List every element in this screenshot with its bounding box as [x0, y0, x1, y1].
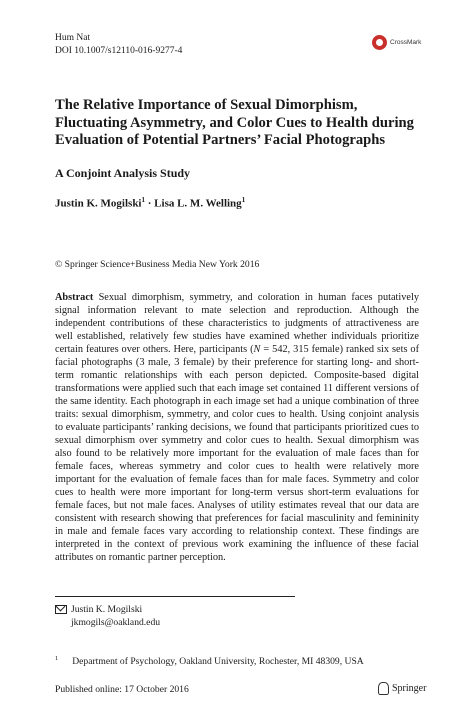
author-name[interactable]: Justin K. Mogilski — [55, 197, 142, 210]
author-list — [55, 196, 245, 210]
correspondence-details — [71, 604, 160, 629]
abstract-text: = 542, 315 female) ranked six sets of facial photographs (3 male, 3 female) by their preference for starting long- and short-term romantic relationships with each person depicted. Composite-based digital transformations were applied such that each image set contained 11 different versions of the same identity. Each photograph in each image set had a unique combination of three traits: sexual dimorphism, symmetry, and color cues to health. Using conjoint analysis to evaluate participants’ ranking decisions, we found that participants prioritized cues to sexual dimorphism over symmetry and color cues to health. Sexual dimorphism was also found to be relatively more important for the evaluation of male faces than for female faces, whereas symmetry and color cues to health were relatively more important for the evaluation of female faces than for male faces. Symmetry and color cues to health were more important for long-term versus short-term evaluations for female faces, but not male faces. Analyses of utility estimates reveal that our data are consistent with research showing that preferences for facial masculinity and femininity in male and female faces vary according to relationship context. These findings are interpreted in the context of previous work examining the influence of these facial attributes on romantic partner perception. — [55, 344, 420, 563]
springer-horse-icon — [378, 682, 389, 695]
correspondence-email[interactable]: jkmogils@oakland.edu — [71, 616, 161, 628]
author-affil-marker: 1 — [141, 196, 145, 204]
journal-header — [55, 32, 182, 57]
envelope-icon — [55, 605, 67, 614]
paper-subtitle: A Conjoint Analysis Study — [55, 166, 191, 180]
journal-name: Hum Nat — [55, 33, 91, 43]
crossmark-label: CrossMark — [390, 39, 422, 46]
publisher-name: Springer — [392, 683, 427, 694]
abstract — [55, 291, 419, 564]
crossmark-badge[interactable] — [372, 35, 421, 50]
correspondence-name: Justin K. Mogilski — [71, 604, 143, 615]
footnote-divider — [55, 596, 295, 597]
abstract-n-variable: N — [253, 344, 261, 355]
affiliation — [55, 655, 364, 667]
publisher-logo[interactable] — [378, 682, 426, 695]
correspondence — [55, 604, 161, 628]
affiliation-marker: 1 — [55, 655, 59, 662]
abstract-text: Sexual dimorphism, symmetry, and coloration in human faces putatively signal information relevant to mate selection and reproduction. Although the independent contributions of these characteristics to judgments of attractiveness are well established, relatively few studies have examined whether individuals prioritize certain features over others. Here, participants ( — [55, 292, 419, 355]
author-affil-marker: 1 — [241, 196, 246, 204]
doi[interactable]: DOI 10.1007/s12110-016-9277-4 — [55, 45, 183, 56]
author-separator: · — [145, 197, 155, 210]
paper-title: The Relative Importance of Sexual Dimorphism, Fluctuating Asymmetry, and Color Cues to Health during Evaluation of Potential Partners’ Facial Photographs — [55, 97, 414, 148]
crossmark-icon — [372, 35, 387, 50]
copyright-notice: © Springer Science+Business Media New York 2016 — [55, 259, 260, 270]
abstract-heading: Abstract — [55, 292, 94, 303]
author-name[interactable]: Lisa L. M. Welling — [154, 197, 242, 210]
published-date: Published online: 17 October 2016 — [55, 684, 189, 695]
affiliation-text: Department of Psychology, Oakland University, Rochester, MI 48309, USA — [72, 656, 364, 668]
